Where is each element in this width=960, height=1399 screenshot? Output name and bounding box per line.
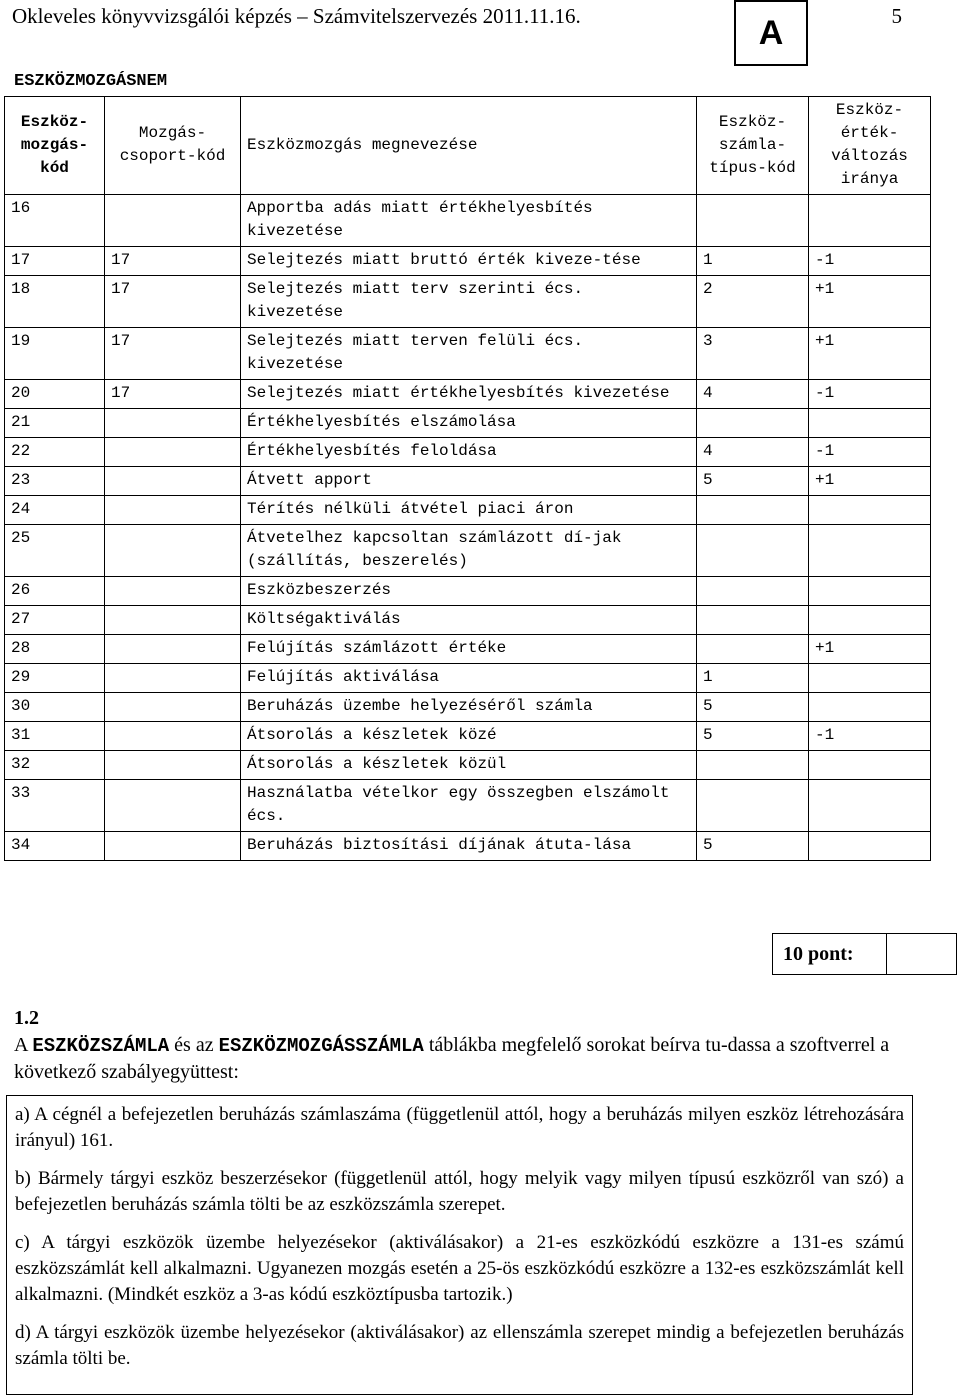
cell-szamla-tipus: 4 (697, 438, 809, 467)
cell-mozgas-kod: 26 (5, 577, 105, 606)
table-name-eszkozszamla: ESZKÖZSZÁMLA (32, 1035, 170, 1057)
cell-szamla-tipus (697, 409, 809, 438)
movement-type-table (4, 96, 931, 861)
cell-szamla-tipus (697, 606, 809, 635)
table-row (5, 380, 931, 409)
cell-csoport-kod: 17 (105, 247, 241, 276)
table-row (5, 606, 931, 635)
cell-megnevezes: Átsorolás a készletek közé (241, 722, 697, 751)
header-title: Okleveles könyvvizsgálói képzés – Számvitelszervezés 2011.11.16. (12, 4, 581, 28)
cell-megnevezes: Selejtezés miatt bruttó érték kiveze-tése (241, 247, 697, 276)
cell-szamla-tipus: 2 (697, 276, 809, 328)
cell-csoport-kod (105, 635, 241, 664)
rule-a: a) A cégnél a befejezetlen beruházás számlaszáma (függetlenül attól, hogy a beruházás milyen eszköz létrehozására irányul) 161. (15, 1104, 904, 1151)
cell-szamla-tipus: 3 (697, 328, 809, 380)
table-row (5, 635, 931, 664)
cell-csoport-kod: 17 (105, 328, 241, 380)
cell-ertekvaltozas (809, 577, 931, 606)
cell-mozgas-kod: 32 (5, 751, 105, 780)
cell-megnevezes: Értékhelyesbítés feloldása (241, 438, 697, 467)
cell-mozgas-kod: 23 (5, 467, 105, 496)
section-title: ESZKÖZMOZGÁSNEM (14, 72, 168, 91)
cell-ertekvaltozas (809, 525, 931, 577)
cell-csoport-kod (105, 195, 241, 247)
cell-szamla-tipus: 1 (697, 247, 809, 276)
cell-megnevezes: Költségaktiválás (241, 606, 697, 635)
cell-megnevezes: Felújítás aktiválása (241, 664, 697, 693)
col-mozgas-kod: Eszköz-mozgás-kód (5, 97, 105, 195)
cell-mozgas-kod: 31 (5, 722, 105, 751)
cell-megnevezes: Selejtezés miatt terven felüli écs. kivezetése (241, 328, 697, 380)
table-row (5, 496, 931, 525)
cell-megnevezes: Selejtezés miatt értékhelyesbítés kivezetése (241, 380, 697, 409)
table-row (5, 467, 931, 496)
cell-megnevezes: Térítés nélküli átvétel piaci áron (241, 496, 697, 525)
table-row (5, 664, 931, 693)
cell-csoport-kod (105, 832, 241, 861)
task-number: 1.2 (14, 1007, 39, 1029)
table-row (5, 577, 931, 606)
cell-csoport-kod (105, 780, 241, 832)
cell-ertekvaltozas (809, 606, 931, 635)
cell-szamla-tipus: 5 (697, 832, 809, 861)
cell-csoport-kod (105, 525, 241, 577)
cell-csoport-kod (105, 664, 241, 693)
cell-csoport-kod (105, 751, 241, 780)
table-header-row (5, 97, 931, 195)
points-value[interactable] (887, 934, 956, 974)
cell-mozgas-kod: 17 (5, 247, 105, 276)
cell-mozgas-kod: 24 (5, 496, 105, 525)
cell-ertekvaltozas (809, 751, 931, 780)
cell-csoport-kod: 17 (105, 380, 241, 409)
cell-szamla-tipus: 5 (697, 693, 809, 722)
cell-szamla-tipus (697, 525, 809, 577)
cell-mozgas-kod: 30 (5, 693, 105, 722)
version-box (734, 0, 808, 66)
task-intro (14, 1032, 914, 1085)
intro-part-c: táblákba megfelelő sorokat beírva tu-dassa a szoftverrel a következő szabályegyüttest: (14, 1034, 890, 1083)
col-ertekvaltozas: Eszköz-érték-változás iránya (809, 97, 931, 195)
cell-ertekvaltozas: -1 (809, 722, 931, 751)
table-row (5, 751, 931, 780)
cell-megnevezes: Átvett apport (241, 467, 697, 496)
cell-ertekvaltozas (809, 832, 931, 861)
cell-csoport-kod (105, 409, 241, 438)
cell-szamla-tipus (697, 496, 809, 525)
cell-ertekvaltozas (809, 780, 931, 832)
table-row (5, 438, 931, 467)
table-row (5, 722, 931, 751)
rules-box (6, 1095, 913, 1395)
rule-b: b) Bármely tárgyi eszköz beszerzésekor (függetlenül attól, hogy melyik vagy milyen típusú eszközről van szó) a befejezetlen beruházás számla tölti be az eszközszámla szerepet. (15, 1168, 904, 1215)
cell-mozgas-kod: 22 (5, 438, 105, 467)
cell-ertekvaltozas: +1 (809, 467, 931, 496)
table-row (5, 780, 931, 832)
table-row (5, 409, 931, 438)
cell-megnevezes: Átsorolás a készletek közül (241, 751, 697, 780)
cell-megnevezes: Eszközbeszerzés (241, 577, 697, 606)
cell-szamla-tipus: 1 (697, 664, 809, 693)
intro-part-b: és az (169, 1034, 219, 1056)
cell-mozgas-kod: 18 (5, 276, 105, 328)
cell-csoport-kod (105, 467, 241, 496)
cell-csoport-kod (105, 577, 241, 606)
table-row (5, 195, 931, 247)
cell-mozgas-kod: 28 (5, 635, 105, 664)
cell-ertekvaltozas (809, 195, 931, 247)
points-label: 10 pont: (773, 934, 887, 974)
cell-mozgas-kod: 33 (5, 780, 105, 832)
cell-ertekvaltozas (809, 409, 931, 438)
cell-csoport-kod (105, 722, 241, 751)
col-csoport-kod: Mozgás-csoport-kód (105, 97, 241, 195)
cell-ertekvaltozas (809, 664, 931, 693)
version-letter: A (758, 13, 784, 52)
cell-mozgas-kod: 34 (5, 832, 105, 861)
cell-szamla-tipus (697, 577, 809, 606)
cell-csoport-kod (105, 606, 241, 635)
table-row (5, 832, 931, 861)
cell-ertekvaltozas (809, 693, 931, 722)
cell-megnevezes: Felújítás számlázott értéke (241, 635, 697, 664)
cell-szamla-tipus (697, 751, 809, 780)
cell-csoport-kod (105, 438, 241, 467)
table-row (5, 276, 931, 328)
cell-mozgas-kod: 21 (5, 409, 105, 438)
cell-ertekvaltozas: +1 (809, 328, 931, 380)
col-szamla-tipus: Eszköz-számla-típus-kód (697, 97, 809, 195)
cell-mozgas-kod: 25 (5, 525, 105, 577)
rule-c: c) A tárgyi eszközök üzembe helyezésekor (aktiválásakor) a 21-es eszközkódú eszközre a 131-es számú eszközszámlát kell alkalmazni. Ugyanezen mozgás esetén a 25-ös eszközkódú eszközre a 132-es eszközszámlát kell alkalmazni. (Mindkét eszköz a 3-as kódú eszköztípusba tartozik.) (15, 1232, 904, 1305)
cell-megnevezes: Selejtezés miatt terv szerinti écs. kivezetése (241, 276, 697, 328)
cell-mozgas-kod: 16 (5, 195, 105, 247)
table-row (5, 693, 931, 722)
cell-ertekvaltozas: -1 (809, 247, 931, 276)
cell-szamla-tipus: 4 (697, 380, 809, 409)
cell-megnevezes: Beruházás biztosítási díjának átuta-lása (241, 832, 697, 861)
cell-ertekvaltozas (809, 496, 931, 525)
col-megnevezes: Eszközmozgás megnevezése (241, 97, 697, 195)
rule-d: d) A tárgyi eszközök üzembe helyezésekor (aktiválásakor) az ellenszámla szerepet mindig a befejezetlen beruházás számla tölti be. (15, 1322, 904, 1369)
cell-mozgas-kod: 27 (5, 606, 105, 635)
cell-csoport-kod (105, 693, 241, 722)
cell-mozgas-kod: 19 (5, 328, 105, 380)
cell-szamla-tipus (697, 780, 809, 832)
cell-szamla-tipus (697, 195, 809, 247)
cell-mozgas-kod: 29 (5, 664, 105, 693)
cell-mozgas-kod: 20 (5, 380, 105, 409)
table-name-eszkozmozgasszamla: ESZKÖZMOZGÁSSZÁMLA (218, 1035, 424, 1057)
cell-ertekvaltozas: -1 (809, 380, 931, 409)
cell-ertekvaltozas: +1 (809, 276, 931, 328)
cell-csoport-kod (105, 496, 241, 525)
cell-megnevezes: Apportba adás miatt értékhelyesbítés kivezetése (241, 195, 697, 247)
table-row (5, 247, 931, 276)
cell-szamla-tipus: 5 (697, 467, 809, 496)
page-number: 5 (891, 4, 902, 28)
table-row (5, 525, 931, 577)
cell-szamla-tipus (697, 635, 809, 664)
cell-megnevezes: Értékhelyesbítés elszámolása (241, 409, 697, 438)
cell-megnevezes: Használatba vételkor egy összegben elszámolt écs. (241, 780, 697, 832)
cell-csoport-kod: 17 (105, 276, 241, 328)
intro-part-a: A (14, 1034, 33, 1056)
cell-szamla-tipus: 5 (697, 722, 809, 751)
cell-megnevezes: Átvetelhez kapcsoltan számlázott dí-jak (szállítás, beszerelés) (241, 525, 697, 577)
cell-ertekvaltozas: +1 (809, 635, 931, 664)
cell-megnevezes: Beruházás üzembe helyezéséről számla (241, 693, 697, 722)
table-row (5, 328, 931, 380)
cell-ertekvaltozas: -1 (809, 438, 931, 467)
points-box (772, 933, 957, 975)
